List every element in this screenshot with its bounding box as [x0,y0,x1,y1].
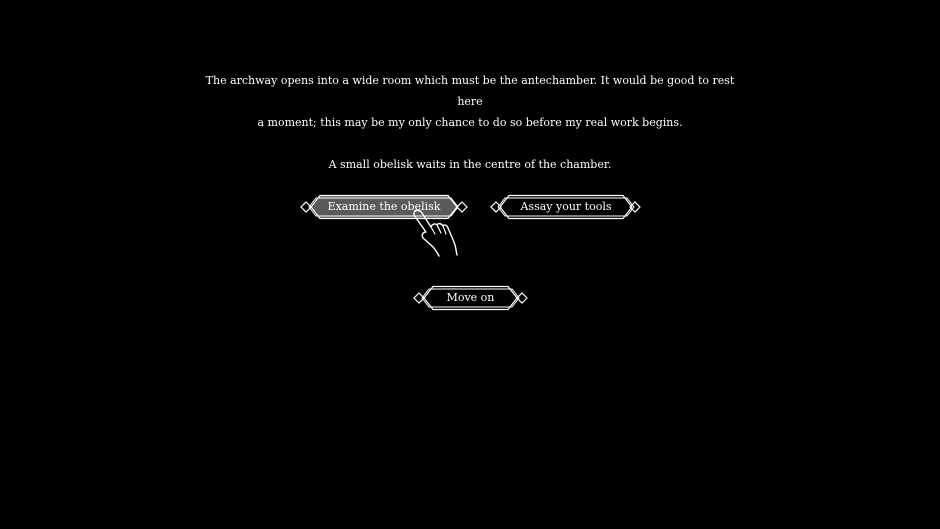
choice-label: Assay your tools [520,200,612,213]
choice-examine-obelisk[interactable] [300,195,468,219]
narrative-text [200,70,740,175]
choice-label: Examine the obelisk [327,200,441,213]
narrative-line-3: A small obelisk waits in the centre of the chamber. [328,158,612,171]
choice-move-on[interactable] [413,286,528,310]
choice-label: Move on [446,291,495,304]
narrative-line-1: The archway opens into a wide room which must be the antechamber. It would be good to rest here [205,74,735,108]
narrative-line-2: a moment; this may be my only chance to do so before my real work begins. [257,116,683,129]
choice-assay-tools[interactable] [491,195,641,219]
